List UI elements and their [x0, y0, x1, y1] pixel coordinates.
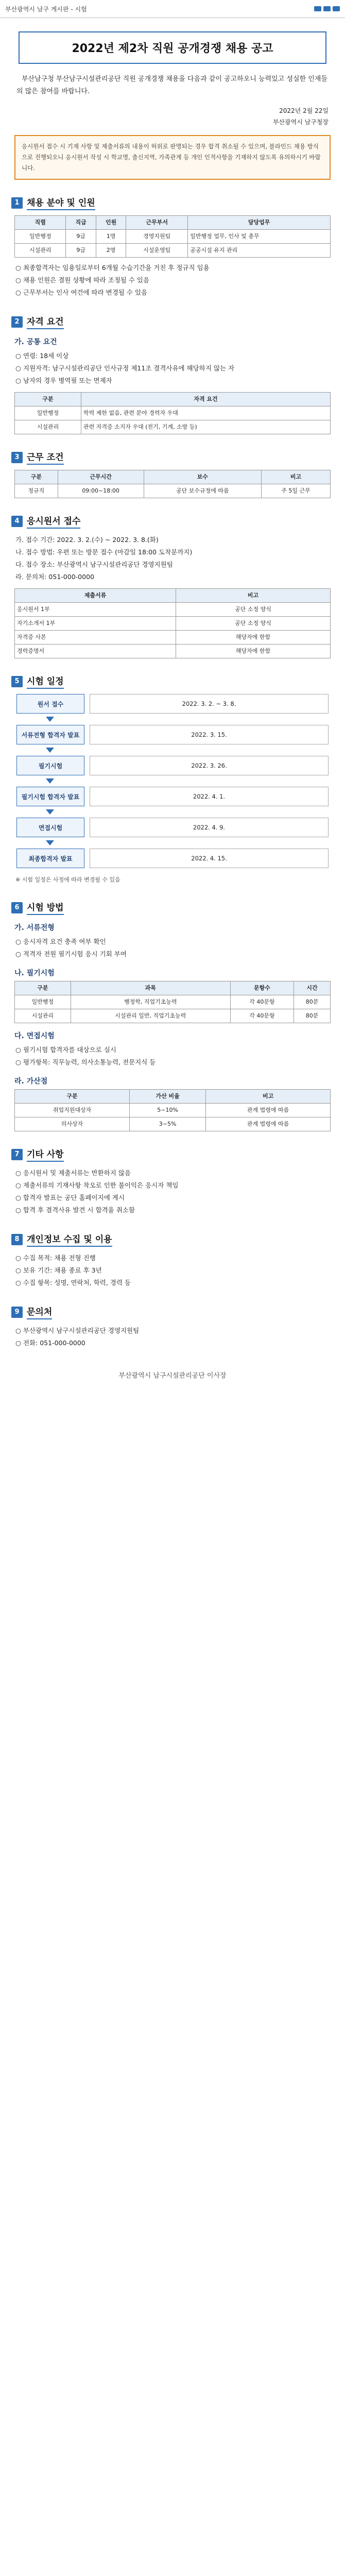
conditions-table	[14, 470, 331, 498]
section-title: 근무 조건	[27, 450, 64, 465]
table-row: 일반행정 학력 제한 없음, 관련 분야 경력자 우대	[15, 406, 331, 420]
table-header: 근무시간	[58, 470, 144, 484]
list-item: ○ 근무부서는 인사 여건에 따라 변경될 수 있음	[15, 289, 148, 296]
table-row: 시설관리 관련 자격증 소지자 우대 (전기, 기계, 소방 등)	[15, 420, 331, 434]
list-item: ○ 필기시험 합격자를 대상으로 실시	[15, 1046, 116, 1054]
list-item: ○ 합격 후 결격사유 발견 시 합격을 취소함	[15, 1206, 135, 1214]
table-header: 구분	[15, 981, 71, 995]
schedule-step: 필기시험 2022. 3. 26.	[16, 756, 329, 775]
section-number: 8	[11, 1234, 23, 1245]
table-row: 응시원서 1부 공단 소정 양식	[15, 603, 331, 617]
arrow-down-icon	[46, 717, 54, 722]
subsection-title: 라. 가산점	[14, 1077, 48, 1086]
table-header: 직렬	[15, 216, 66, 230]
list-item: ○ 최종합격자는 임용일로부터 6개월 수습기간을 거친 후 정규직 임용	[15, 264, 210, 272]
section-contact	[11, 1304, 334, 1349]
table-row: 자기소개서 1부 공단 소정 양식	[15, 617, 331, 631]
section-title: 개인정보 수집 및 이용	[27, 1232, 112, 1247]
table-header: 과목	[71, 981, 230, 995]
arrow-down-icon	[46, 748, 54, 753]
section-exam	[11, 900, 334, 1131]
table-row: 일반행정 9급 1명 경영지원팀 일반행정 업무, 인사 및 총무	[15, 230, 331, 244]
section-title: 시험 방법	[27, 900, 64, 915]
recruitment-table	[14, 215, 331, 258]
schedule-step: 원서 접수 2022. 3. 2. ~ 3. 8.	[16, 694, 329, 714]
table-header: 인원	[96, 216, 126, 230]
table-header: 직급	[66, 216, 96, 230]
list-item: ○ 제출서류의 기재사항 착오로 인한 불이익은 응시자 책임	[15, 1181, 179, 1189]
list-item: ○ 지원자격: 남구시설관리공단 인사규정 제11조 결격사유에 해당하지 않는 자	[15, 364, 235, 372]
table-header: 담당업무	[188, 216, 331, 230]
section-number: 6	[11, 902, 23, 913]
table-header: 구분	[15, 470, 58, 484]
table-row: 경력증명서 해당자에 한함	[15, 645, 331, 658]
list-item: 다. 접수 장소: 부산광역시 남구시설관리공단 경영지원팀	[15, 561, 173, 568]
table-header: 제출서류	[15, 589, 176, 603]
table-header: 문항수	[230, 981, 294, 995]
table-row: 정규직 09:00~18:00 공단 보수규정에 따름 주 5일 근무	[15, 484, 331, 498]
qualification-table	[14, 392, 331, 434]
section-number: 7	[11, 1149, 23, 1160]
table-header: 비고	[261, 470, 330, 484]
table-header: 가산 비율	[130, 1090, 206, 1104]
list-item: ○ 남자의 경우 병역필 또는 면제자	[15, 377, 112, 384]
section-title: 기타 사항	[27, 1147, 64, 1162]
site-breadcrumb[interactable]: 부산광역시 남구 게시판 - 시험	[5, 5, 87, 13]
arrow-down-icon	[46, 809, 54, 815]
schedule-flow	[16, 694, 329, 868]
list-item: ○ 수집 항목: 성명, 연락처, 학력, 경력 등	[15, 1279, 131, 1286]
schedule-step: 최종합격자 발표 2022. 4. 15.	[16, 849, 329, 868]
documents-table	[14, 588, 331, 658]
table-row: 취업지원대상자 5~10% 관계 법령에 따름	[15, 1104, 331, 1117]
subsection-title: 가. 서류전형	[14, 924, 55, 932]
logo-icon	[314, 6, 340, 11]
section-other	[11, 1147, 334, 1216]
section-title: 문의처	[27, 1304, 52, 1319]
section-recruitment	[11, 195, 334, 299]
table-header: 보수	[144, 470, 261, 484]
schedule-step: 필기시험 합격자 발표 2022. 4. 1.	[16, 787, 329, 806]
table-header: 시간	[294, 981, 331, 995]
announcement-date: 2022년 2월 22일	[279, 107, 329, 114]
section-number: 5	[11, 676, 23, 687]
date-block	[16, 105, 329, 128]
table-header: 구분	[15, 393, 81, 406]
intro-text: 부산남구청 부산남구시설관리공단 직원 공개경쟁 채용을 다음과 같이 공고하오니 능력있고 성실한 인재들의 많은 참여를 바랍니다.	[16, 75, 327, 95]
list-item: ○ 응시자격 요건 충족 여부 확인	[15, 938, 106, 945]
section-conditions	[11, 450, 334, 498]
section-privacy	[11, 1232, 334, 1289]
table-header: 근무부서	[126, 216, 188, 230]
table-header: 비고	[206, 1090, 331, 1104]
arrow-down-icon	[46, 778, 54, 784]
section-application	[11, 514, 334, 658]
section-title: 채용 분야 및 인원	[27, 195, 95, 210]
table-row: 의사상자 3~5% 관계 법령에 따름	[15, 1117, 331, 1131]
section-number: 3	[11, 452, 23, 463]
list-item: ○ 적격자 전원 필기시험 응시 기회 부여	[15, 950, 127, 958]
list-item: ○ 합격자 발표는 공단 홈페이지에 게시	[15, 1194, 125, 1201]
list-item: 나. 접수 방법: 우편 또는 방문 접수 (마감일 18:00 도착분까지)	[15, 548, 193, 556]
page-title: 2022년 제2차 직원 공개경쟁 채용 공고	[19, 31, 326, 64]
section-number: 4	[11, 516, 23, 527]
section-number: 2	[11, 316, 23, 328]
list-item: 가. 접수 기간: 2022. 3. 2.(수) ~ 2022. 3. 8.(화)	[15, 536, 159, 544]
notice-box: 응시원서 접수 시 기재 사항 및 제출서류의 내용이 허위로 판명되는 경우 합격 취소될 수 있으며, 블라인드 채용 방식으로 진행되오니 응시원서 작성 시 학교명, 출신지역, 가족관계 등 개인 인적사항을 기재하지 않도록 유의하시기 바랍니다.	[14, 135, 331, 180]
list-item: ○ 보유 기간: 채용 종료 후 3년	[15, 1266, 102, 1274]
list-item: ○ 부산광역시 남구시설관리공단 경영지원팀	[15, 1327, 140, 1334]
table-row: 자격증 사본 해당자에 한함	[15, 631, 331, 645]
section-title: 시험 일정	[27, 674, 64, 689]
section-schedule	[11, 674, 334, 885]
announcing-org: 부산광역시 남구청장	[272, 118, 329, 126]
table-row: 시설관리 9급 2명 시설운영팀 공공시설 유지 관리	[15, 244, 331, 258]
section-qualification	[11, 314, 334, 434]
section-title: 응시원서 접수	[27, 514, 80, 529]
table-header: 비고	[176, 589, 331, 603]
subsection-title: 가. 공통 요건	[14, 338, 57, 346]
section-number: 9	[11, 1307, 23, 1318]
list-item: ○ 수집 목적: 채용 전형 진행	[15, 1254, 96, 1262]
table-header: 자격 요건	[81, 393, 331, 406]
list-item: ○ 평가항목: 직무능력, 의사소통능력, 전문지식 등	[15, 1058, 156, 1066]
list-item: 라. 문의처: 051-000-0000	[15, 573, 94, 581]
schedule-step: 면접시험 2022. 4. 9.	[16, 818, 329, 837]
schedule-step: 서류전형 합격자 발표 2022. 3. 15.	[16, 725, 329, 744]
list-item: ○ 연령: 18세 이상	[15, 352, 69, 360]
list-item: ○ 채용 인원은 결원 상황에 따라 조정될 수 있음	[15, 276, 150, 284]
schedule-note: ※ 시험 일정은 사정에 따라 변경될 수 있음	[15, 876, 120, 883]
footer-signature: 부산광역시 남구시설관리공단 이사장	[118, 1372, 227, 1380]
section-title: 자격 요건	[27, 314, 64, 329]
table-row: 일반행정 행정학, 직업기초능력 각 40문항 80분	[15, 995, 331, 1009]
arrow-down-icon	[46, 840, 54, 845]
exam-table	[14, 981, 331, 1023]
subsection-title: 나. 필기시험	[14, 969, 55, 977]
bonus-table	[14, 1089, 331, 1131]
table-header: 구분	[15, 1090, 130, 1104]
subsection-title: 다. 면접시험	[14, 1032, 55, 1040]
section-number: 1	[11, 197, 23, 209]
top-bar	[0, 0, 345, 18]
list-item: ○ 전화: 051-000-0000	[15, 1339, 85, 1347]
list-item: ○ 응시원서 및 제출서류는 반환하지 않음	[15, 1169, 131, 1177]
table-row: 시설관리 시설관리 일반, 직업기초능력 각 40문항 80분	[15, 1009, 331, 1023]
